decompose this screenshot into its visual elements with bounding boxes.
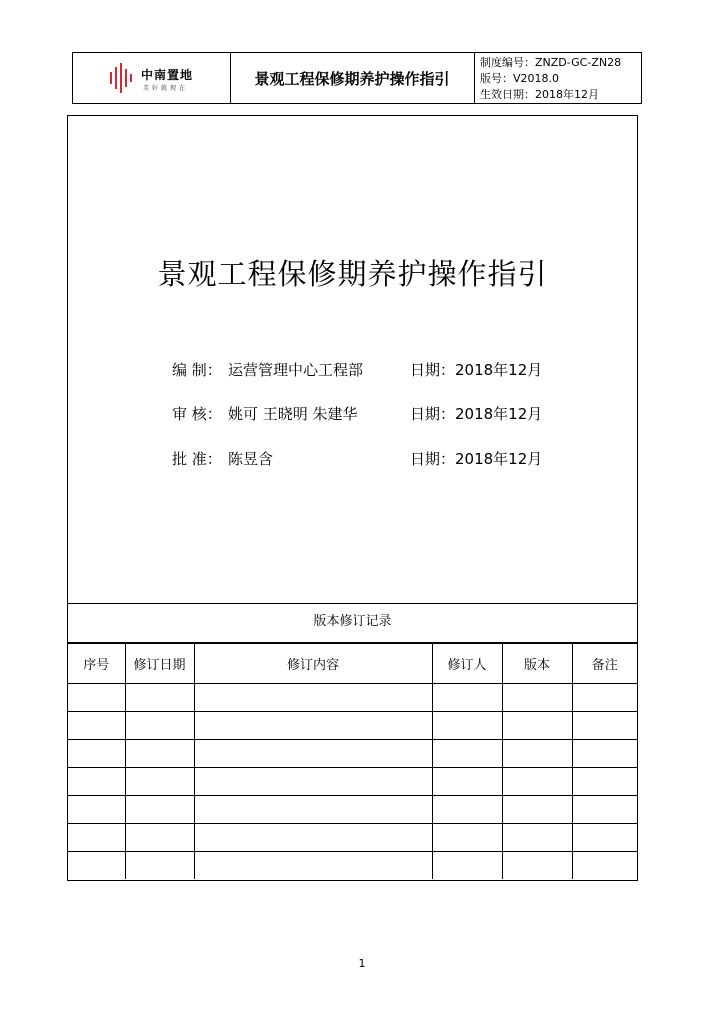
doc-version: 版号：V2018.0 bbox=[480, 72, 560, 85]
approved-date: 日期：2018年12月 bbox=[410, 450, 543, 468]
revision-table bbox=[68, 643, 637, 879]
approved-value: 陈昱含 bbox=[228, 450, 274, 468]
approved-by-row bbox=[172, 448, 543, 469]
approved-label: 批 准： bbox=[172, 450, 222, 468]
prepared-label: 编 制： bbox=[172, 361, 222, 379]
page-number: 1 bbox=[358, 957, 366, 970]
table-row bbox=[68, 712, 637, 740]
cover-box bbox=[67, 115, 638, 881]
table-row bbox=[68, 768, 637, 796]
col-version: 版本 bbox=[502, 644, 572, 684]
header-doc-title: 景观工程保修期养护操作指引 bbox=[230, 53, 475, 103]
table-row bbox=[68, 796, 637, 824]
table-row bbox=[68, 740, 637, 768]
col-remarks: 备注 bbox=[572, 644, 637, 684]
table-row bbox=[68, 824, 637, 852]
company-logo bbox=[107, 63, 217, 95]
table-row bbox=[68, 852, 637, 880]
logo-company-name: 中南置地 bbox=[141, 68, 194, 82]
revision-record bbox=[68, 603, 637, 879]
effective-date: 生效日期：2018年12月 bbox=[480, 88, 599, 101]
revision-record-title: 版本修订记录 bbox=[68, 604, 637, 643]
doc-code: 制度编号：ZNZD-GC-ZN28 bbox=[480, 56, 622, 69]
col-seq: 序号 bbox=[68, 644, 125, 684]
table-row bbox=[68, 684, 637, 712]
header-meta bbox=[475, 53, 641, 103]
cover-title: 景观工程保修期养护操作指引 bbox=[157, 257, 548, 291]
reviewed-value: 姚可 王晓明 朱建华 bbox=[228, 405, 358, 423]
document-header bbox=[72, 52, 642, 104]
prepared-date: 日期：2018年12月 bbox=[410, 361, 543, 379]
logo-bars-icon bbox=[107, 63, 137, 93]
reviewed-date: 日期：2018年12月 bbox=[410, 405, 543, 423]
revision-table-header bbox=[68, 644, 637, 684]
reviewed-by-row bbox=[172, 403, 543, 424]
col-reviser: 修订人 bbox=[432, 644, 502, 684]
col-date: 修订日期 bbox=[125, 644, 194, 684]
prepared-by-row bbox=[172, 359, 543, 380]
reviewed-label: 审 核： bbox=[172, 405, 222, 423]
logo-cell bbox=[73, 53, 231, 103]
logo-slogan: 美好就现在 bbox=[143, 85, 189, 92]
col-content: 修订内容 bbox=[194, 644, 432, 684]
prepared-value: 运营管理中心工程部 bbox=[228, 361, 364, 379]
